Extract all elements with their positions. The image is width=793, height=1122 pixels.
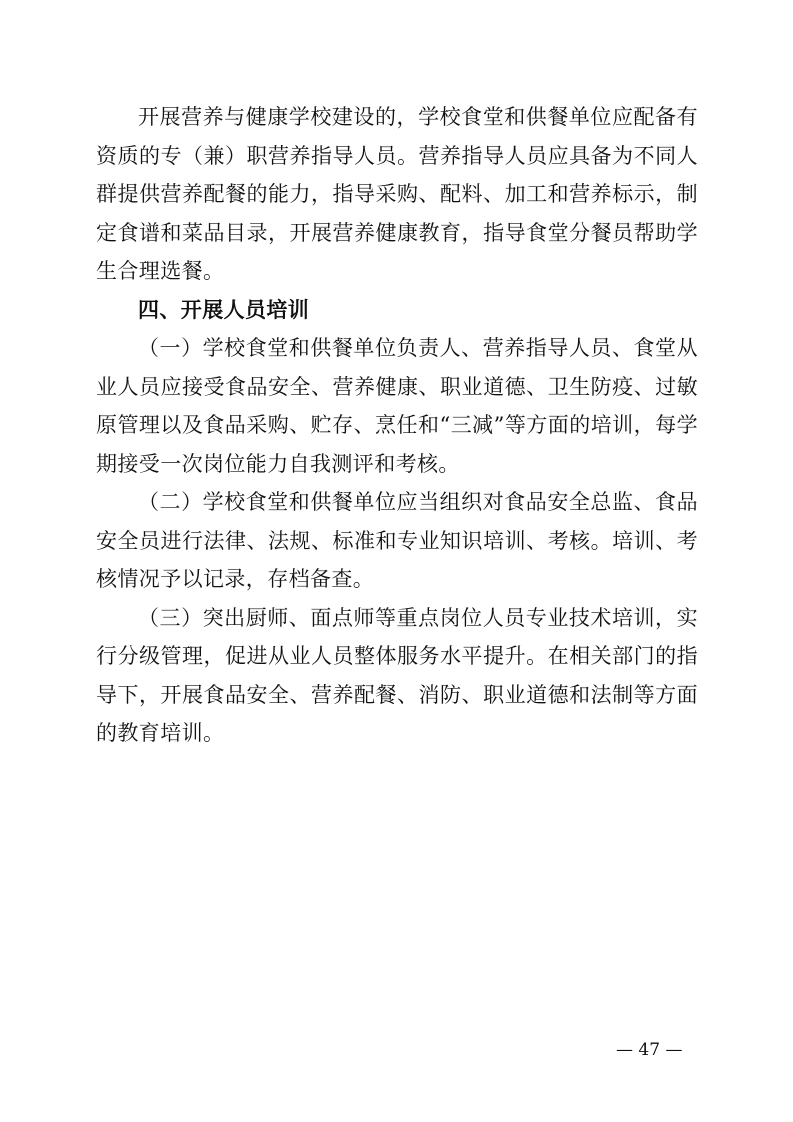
paragraph-nutrition-staff: 开展营养与健康学校建设的，学校食堂和供餐单位应配备有资质的专（兼）职营养指导人员。营养指导人员应具备为不同人群提供营养配餐的能力，指导采购、配料、加工和营养标示，制定食谱和菜品目录，开展营养健康教育，指导食堂分餐员帮助学生合理选餐。: [96, 105, 698, 283]
document-body: [96, 98, 698, 753]
section-heading-training: 四、开展人员培训: [138, 297, 310, 322]
paragraph-training-1: （一）学校食堂和供餐单位负责人、营养指导人员、食堂从业人员应接受食品安全、营养健康、职业道德、卫生防疫、过敏原管理以及食品采购、贮存、烹任和“三减”等方面的培训，每学期接受一次岗位能力自我测评和考核。: [96, 336, 698, 476]
paragraph-training-2: （二）学校食堂和供餐单位应当组织对食品安全总监、食品安全员进行法律、法规、标准和专业知识培训、考核。培训、考核情况予以记录，存档备查。: [96, 490, 698, 591]
page-number: — 47 —: [616, 1040, 683, 1060]
paragraph-training-3: （三）突出厨师、面点师等重点岗位人员专业技术培训，实行分级管理，促进从业人员整体服务水平提升。在相关部门的指导下，开展食品安全、营养配餐、消防、职业道德和法制等方面的教育培训。: [96, 605, 698, 745]
